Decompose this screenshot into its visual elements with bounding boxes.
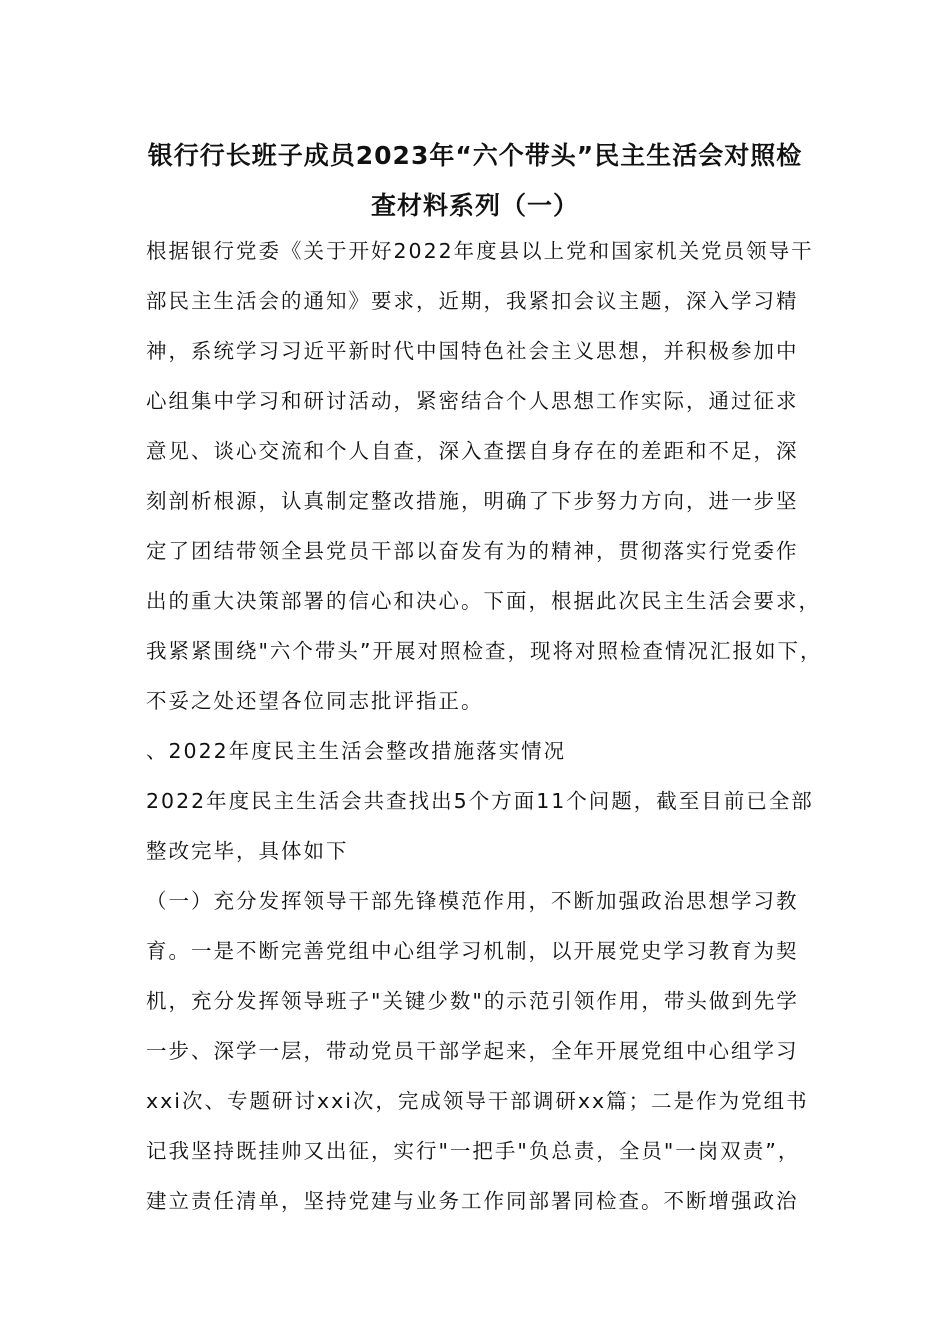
- document-title-line-2: 查材料系列（一）: [370, 191, 579, 220]
- body-line-18: xxi次、专题研讨xxi次，完成领导干部调研xx篇；二是作为党组书: [146, 1089, 809, 1113]
- body-line-6: 刻剖析根源，认真制定整改措施，明确了下步努力方向，进一步坚: [146, 489, 799, 513]
- body-line-13: 整改完毕，具体如下: [146, 839, 349, 863]
- body-line-17: 一步、深学一层，带动党员干部学起来，全年开展党组中心组学习: [146, 1039, 799, 1063]
- body-line-8: 出的重大决策部署的信心和决心。下面，根据此次民主生活会要求，: [146, 589, 821, 613]
- body-line-10: 不妥之处还望各位同志批评指正。: [146, 689, 484, 713]
- body-line-3: 神，系统学习习近平新时代中国特色社会主义思想，并积极参加中: [146, 339, 799, 363]
- body-line-14: （一）充分发挥领导干部先锋模范作用，不断加强政治思想学习教: [146, 889, 799, 913]
- body-line-7: 定了团结带领全县党员干部以奋发有为的精神，贯彻落实行党委作: [146, 539, 799, 563]
- body-line-19: 记我坚持既挂帅又出征，实行"一把手"负总责，全员"一岗双责”，: [146, 1139, 801, 1163]
- body-line-15: 育。一是不断完善党组中心组学习机制，以开展党史学习教育为契: [146, 939, 799, 963]
- section-heading: 、2022年度民主生活会整改措施落实情况: [146, 739, 567, 763]
- body-line-2: 部民主生活会的通知》要求，近期，我紧扣会议主题，深入学习精: [146, 289, 799, 313]
- document-title-line-1: 银行行长班子成员2023年“六个带头”民主生活会对照检: [147, 141, 803, 170]
- body-line-20: 建立责任清单，坚持党建与业务工作同部署同检查。不断增强政治: [146, 1189, 799, 1213]
- body-line-4: 心组集中学习和研讨活动，紧密结合个人思想工作实际，通过征求: [146, 389, 799, 413]
- body-line-5: 意见、谈心交流和个人自查，深入查摆自身存在的差距和不足，深: [146, 439, 799, 463]
- body-line-9: 我紧紧围绕"六个带头”开展对照检查，现将对照检查情况汇报如下，: [146, 639, 823, 663]
- body-line-12: 2022年度民主生活会共查找出5个方面11个问题，截至目前已全部: [146, 789, 814, 813]
- body-line-16: 机，充分发挥领导班子"关键少数"的示范引领作用，带头做到先学: [146, 989, 799, 1013]
- body-line-1: 根据银行党委《关于开好2022年度县以上党和国家机关党员领导干: [146, 239, 814, 263]
